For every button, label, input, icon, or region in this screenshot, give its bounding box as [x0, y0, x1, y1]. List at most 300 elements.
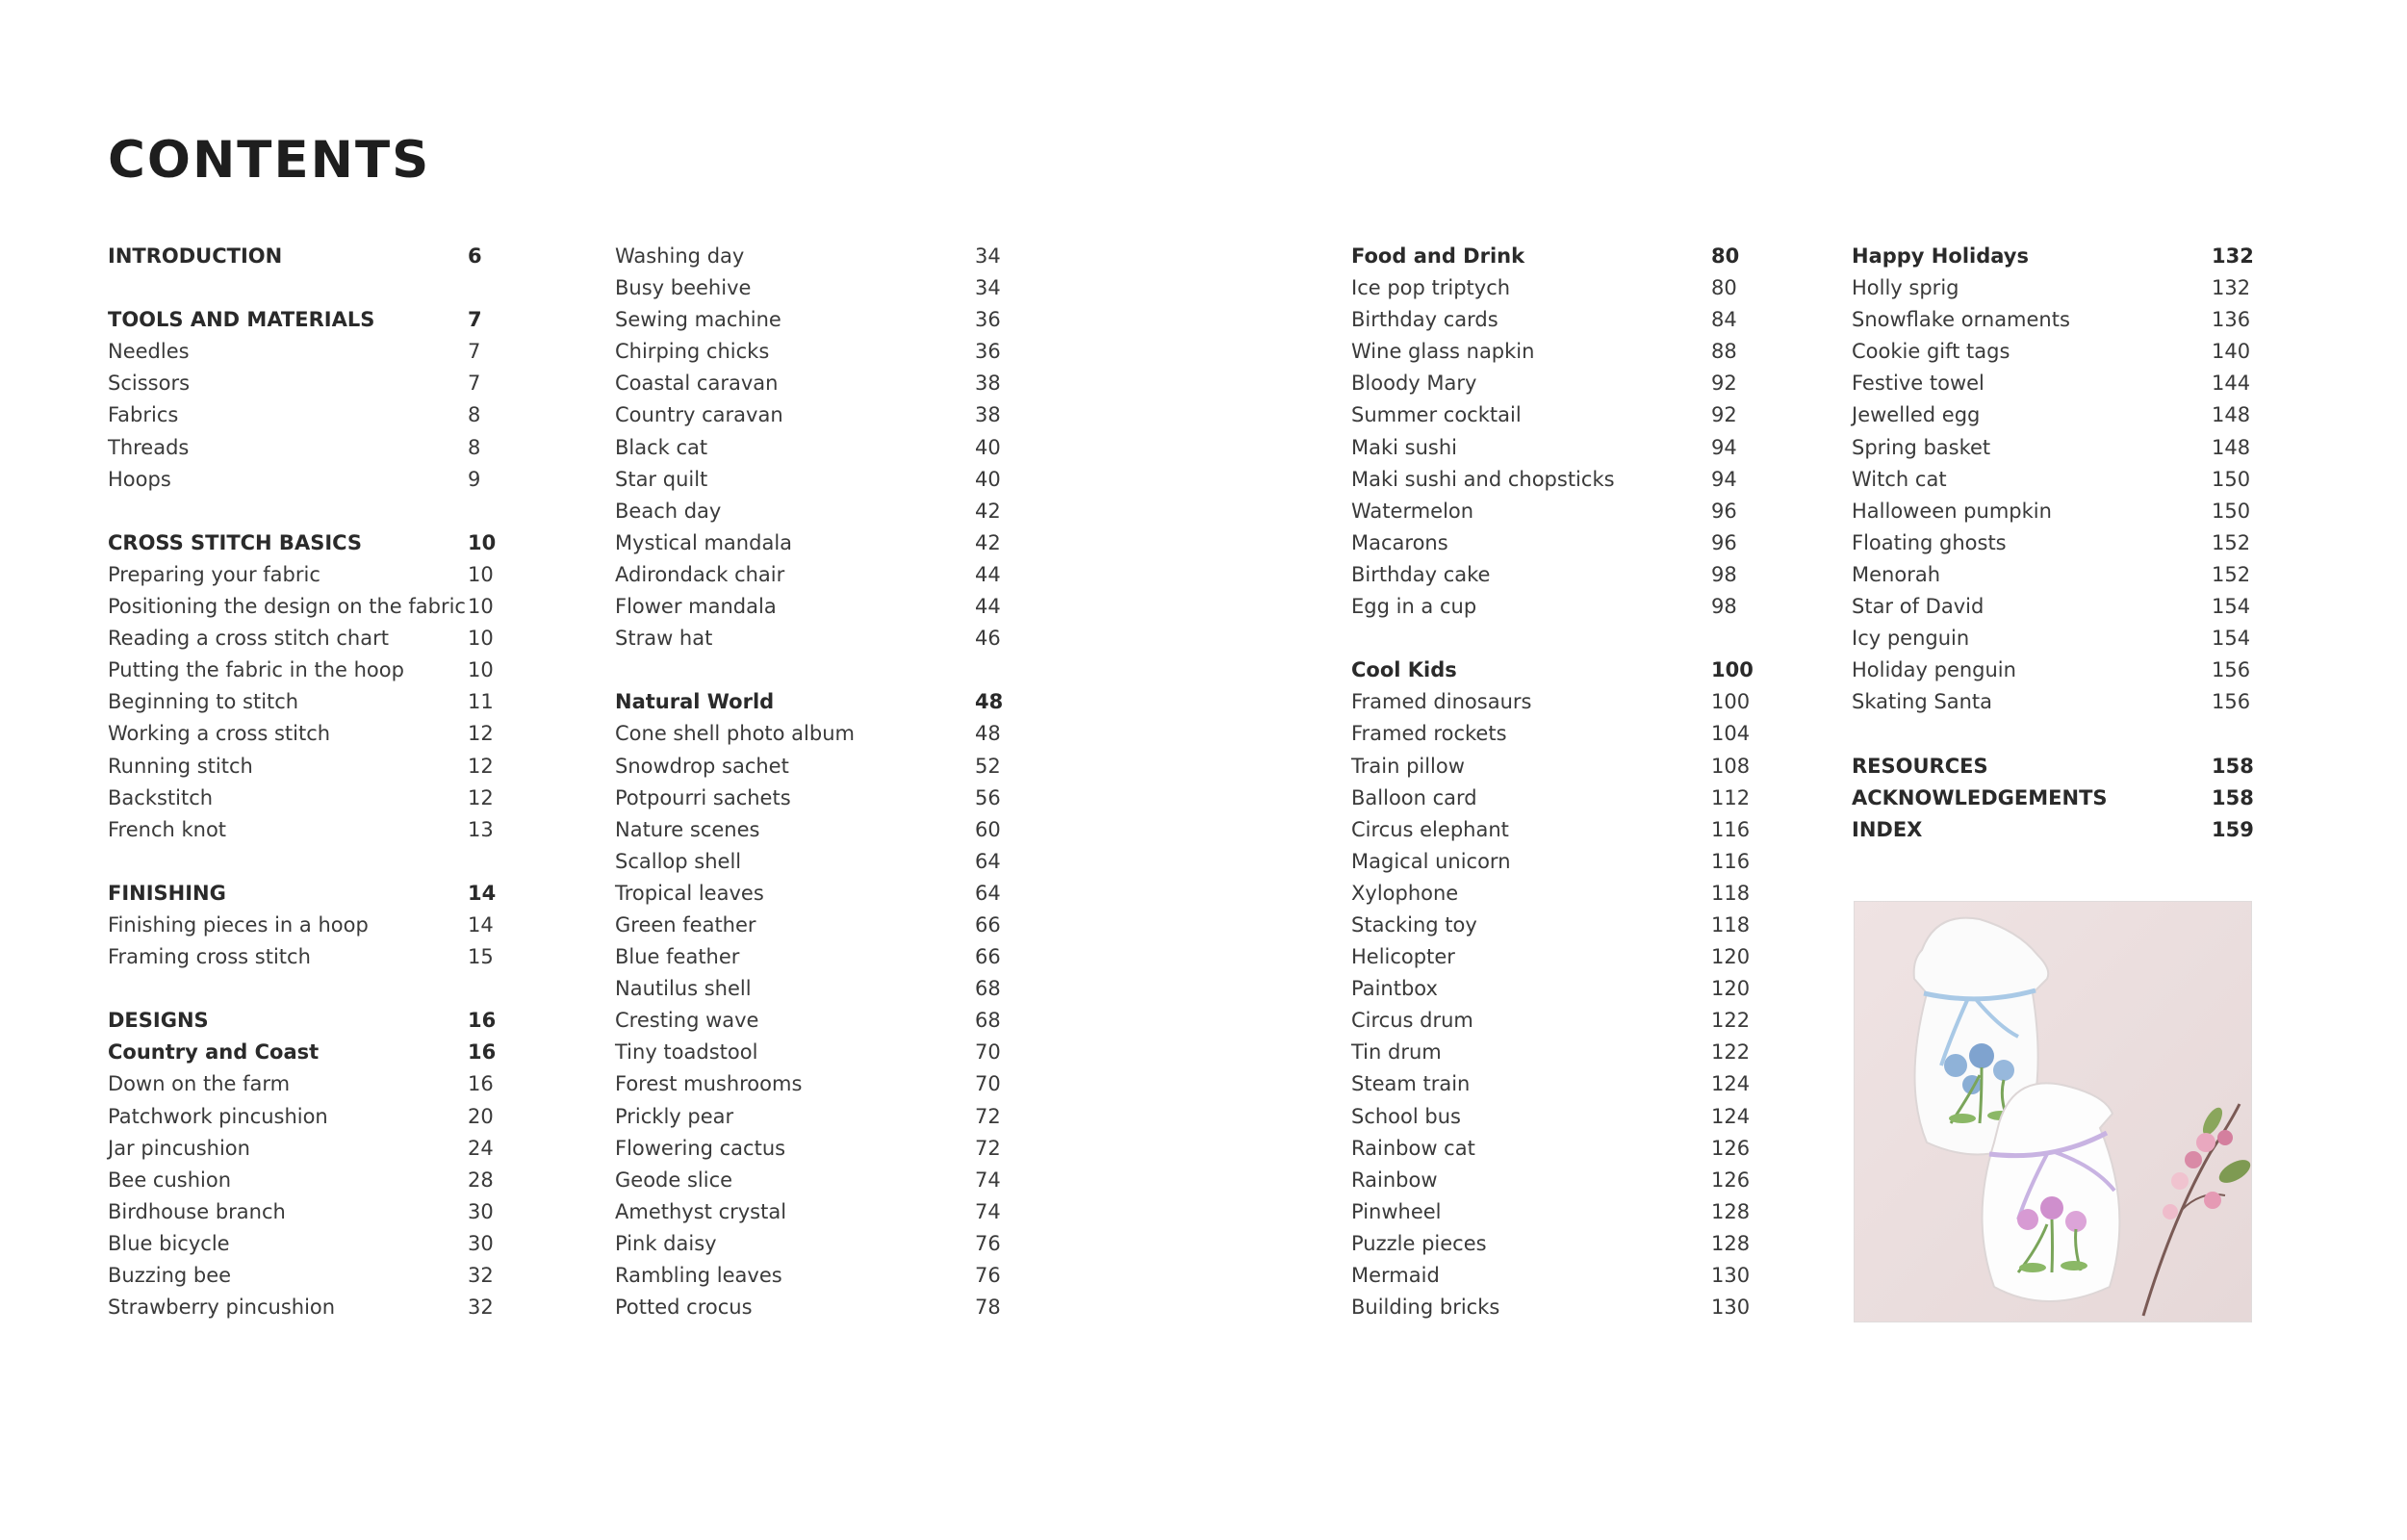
toc-page-number: 36 — [975, 340, 1001, 364]
toc-entry-title: Coastal caravan — [615, 372, 779, 396]
toc-entry — [1351, 527, 1751, 559]
toc-entry — [615, 368, 1000, 399]
toc-page-number: 128 — [1711, 1231, 1751, 1255]
toc-entry-title: Mystical mandala — [615, 530, 793, 554]
toc-entry-title: ACKNOWLEDGEMENTS — [1852, 785, 2108, 809]
toc-entry — [1351, 718, 1751, 750]
toc-entry-title: French knot — [108, 817, 227, 841]
toc-entry — [108, 1196, 493, 1228]
toc-page-number: 36 — [975, 308, 1001, 332]
toc-entry-title: Cool Kids — [1351, 658, 1457, 682]
toc-page-number: 64 — [975, 849, 1001, 873]
toc-page-number: 152 — [2212, 530, 2251, 554]
toc-entry-title: Xylophone — [1351, 881, 1459, 905]
toc-entry — [615, 559, 1000, 591]
toc-section-heading — [1852, 241, 2256, 272]
toc-entry — [108, 559, 493, 591]
toc-entry-title: FINISHING — [108, 881, 226, 905]
toc-entry-title: Country caravan — [615, 403, 783, 427]
toc-section-heading — [615, 686, 1004, 718]
toc-entry — [1351, 1037, 1751, 1068]
toc-entry-title: Birdhouse branch — [108, 1199, 286, 1223]
toc-page-number: 10 — [468, 627, 494, 651]
toc-entry — [615, 591, 1000, 623]
toc-entry-title: Cone shell photo album — [615, 722, 855, 746]
toc-entry — [108, 623, 493, 654]
toc-entry-title: Beach day — [615, 499, 722, 523]
toc-entry — [1351, 591, 1751, 623]
toc-section-heading — [1852, 751, 2256, 783]
toc-page-number: 120 — [1711, 945, 1751, 969]
toc-entry — [615, 241, 1000, 272]
toc-entry — [1351, 1101, 1751, 1133]
toc-page-number: 156 — [2212, 658, 2251, 682]
toc-page-number: 78 — [975, 1296, 1001, 1320]
toc-entry-title: Snowdrop sachet — [615, 754, 789, 778]
toc-entry — [1852, 559, 2256, 591]
toc-entry-title: Working a cross stitch — [108, 722, 331, 746]
toc-entry — [1351, 783, 1751, 814]
toc-section-heading — [108, 241, 493, 272]
toc-entry-title: Witch cat — [1852, 467, 1947, 491]
toc-entry-title: Backstitch — [108, 785, 214, 809]
toc-entry-title: Food and Drink — [1351, 244, 1525, 268]
toc-entry-title: Running stitch — [108, 754, 253, 778]
toc-entry — [1351, 1005, 1751, 1037]
toc-entry — [1852, 686, 2256, 718]
toc-page-number: 124 — [1711, 1072, 1751, 1096]
toc-entry-title: Geode slice — [615, 1168, 733, 1192]
toc-entry — [108, 368, 493, 399]
toc-entry-title: Washing day — [615, 244, 745, 268]
toc-entry-title: Jar pincushion — [108, 1136, 250, 1160]
toc-page-number: 30 — [468, 1199, 494, 1223]
toc-entry-title: Strawberry pincushion — [108, 1296, 336, 1320]
toc-section-heading — [108, 1037, 497, 1068]
toc-entry-title: Birthday cards — [1351, 308, 1498, 332]
toc-page-number: 34 — [975, 276, 1001, 300]
toc-page-number: 10 — [468, 595, 494, 619]
toc-entry — [108, 941, 493, 973]
toc-entry-title: Positioning the design on the fabric — [108, 595, 466, 619]
toc-entry — [1351, 941, 1751, 973]
toc-page-number: 126 — [1711, 1136, 1751, 1160]
toc-page-number: 144 — [2212, 372, 2251, 396]
toc-entry — [1351, 368, 1751, 399]
toc-page-number: 80 — [1711, 244, 1740, 268]
toc-page-number: 7 — [468, 308, 482, 332]
toc-entry-title: INTRODUCTION — [108, 244, 283, 268]
toc-page-number: 10 — [468, 530, 497, 554]
toc-entry-title: Wine glass napkin — [1351, 340, 1535, 364]
toc-entry — [615, 527, 1000, 559]
toc-page-number: 130 — [1711, 1264, 1751, 1287]
toc-entry-title: Threads — [108, 435, 190, 459]
toc-entry — [1351, 846, 1751, 878]
toc-page-number: 48 — [975, 690, 1004, 714]
toc-entry — [1351, 1165, 1751, 1196]
toc-page-number: 32 — [468, 1264, 494, 1287]
toc-entry — [1351, 910, 1751, 941]
toc-entry-title: Potpourri sachets — [615, 785, 791, 809]
toc-entry-title: Star of David — [1852, 595, 1984, 619]
toc-entry — [1351, 464, 1751, 496]
toc-page-number: 154 — [2212, 595, 2251, 619]
toc-entry-title: Jewelled egg — [1852, 403, 1981, 427]
toc-entry-title: Pinwheel — [1351, 1199, 1442, 1223]
toc-entry — [615, 432, 1000, 464]
toc-page-number: 70 — [975, 1040, 1001, 1065]
toc-page-number: 122 — [1711, 1040, 1751, 1065]
toc-page-number: 68 — [975, 977, 1001, 1001]
toc-page-number: 122 — [1711, 1009, 1751, 1033]
toc-page-number: 76 — [975, 1264, 1001, 1287]
toc-page-number: 124 — [1711, 1104, 1751, 1128]
toc-page-number: 74 — [975, 1168, 1001, 1192]
toc-entry — [1351, 399, 1751, 431]
toc-entry-title: Circus drum — [1351, 1009, 1473, 1033]
toc-page-number: 66 — [975, 945, 1001, 969]
toc-entry-title: Framing cross stitch — [108, 945, 311, 969]
toc-page-number: 16 — [468, 1040, 497, 1065]
toc-entry-title: Bloody Mary — [1351, 372, 1477, 396]
toc-page-number: 11 — [468, 690, 494, 714]
toc-page-number: 94 — [1711, 467, 1737, 491]
toc-entry — [1351, 1260, 1751, 1292]
toc-page-number: 100 — [1711, 690, 1751, 714]
toc-entry-title: Cresting wave — [615, 1009, 759, 1033]
toc-entry-title: Bee cushion — [108, 1168, 232, 1192]
toc-entry — [108, 336, 493, 368]
toc-entry-title: Floating ghosts — [1852, 530, 2007, 554]
toc-entry-title: Egg in a cup — [1351, 595, 1477, 619]
toc-entry-title: CROSS STITCH BASICS — [108, 530, 363, 554]
page-title: CONTENTS — [108, 131, 431, 190]
toc-entry — [615, 1037, 1000, 1068]
toc-entry — [108, 783, 493, 814]
toc-entry-title: Framed dinosaurs — [1351, 690, 1532, 714]
toc-section-heading — [108, 527, 497, 559]
toc-page-number: 32 — [468, 1296, 494, 1320]
toc-entry — [615, 846, 1000, 878]
toc-entry — [1351, 559, 1751, 591]
toc-entry-title: Watermelon — [1351, 499, 1474, 523]
toc-entry — [108, 1101, 493, 1133]
toc-page-number: 60 — [975, 817, 1001, 841]
toc-entry — [615, 496, 1000, 527]
toc-entry-title: Straw hat — [615, 627, 713, 651]
toc-page-number: 7 — [468, 372, 481, 396]
toc-entry — [615, 1068, 1000, 1100]
toc-entry — [108, 1260, 493, 1292]
toc-entry-title: Train pillow — [1351, 754, 1465, 778]
toc-entry — [615, 272, 1000, 304]
toc-entry — [108, 718, 493, 750]
toc-entry — [108, 751, 493, 783]
toc-page-number: 88 — [1711, 340, 1737, 364]
toc-page-number: 44 — [975, 595, 1001, 619]
toc-page-number: 80 — [1711, 276, 1737, 300]
toc-entry-title: Amethyst crystal — [615, 1199, 787, 1223]
toc-page-number: 72 — [975, 1136, 1001, 1160]
toc-entry-title: Rainbow cat — [1351, 1136, 1475, 1160]
toc-entry — [1351, 1068, 1751, 1100]
toc-page-number: 104 — [1711, 722, 1751, 746]
toc-entry-title: Adirondack chair — [615, 562, 785, 586]
toc-entry-title: Holly sprig — [1852, 276, 1959, 300]
toc-page-number: 40 — [975, 435, 1001, 459]
toc-entry-title: Birthday cake — [1351, 562, 1491, 586]
toc-entry-title: Nautilus shell — [615, 977, 752, 1001]
lavender-sachets-image — [1855, 902, 2251, 1322]
toc-page-number: 154 — [2212, 627, 2251, 651]
toc-page-number: 128 — [1711, 1199, 1751, 1223]
toc-entry-title: Tropical leaves — [615, 881, 764, 905]
toc-entry-title: Maki sushi — [1351, 435, 1457, 459]
toc-entry — [615, 878, 1000, 910]
toc-entry-title: Framed rockets — [1351, 722, 1507, 746]
toc-page-number: 132 — [2212, 276, 2251, 300]
toc-page-number: 132 — [2212, 244, 2254, 268]
toc-entry-title: Putting the fabric in the hoop — [108, 658, 404, 682]
toc-entry — [108, 464, 493, 496]
toc-spacer — [1351, 623, 1751, 654]
toc-entry — [615, 1292, 1000, 1323]
toc-page-number: 28 — [468, 1168, 494, 1192]
toc-entry — [1852, 654, 2256, 686]
toc-entry — [615, 751, 1000, 783]
toc-entry — [1351, 686, 1751, 718]
toc-page-number: 40 — [975, 467, 1001, 491]
toc-entry — [1852, 527, 2256, 559]
toc-entry — [1351, 1133, 1751, 1165]
toc-column-3 — [1351, 241, 1754, 1323]
toc-entry — [615, 910, 1000, 941]
toc-entry-title: Ice pop triptych — [1351, 276, 1511, 300]
toc-entry-title: Chirping chicks — [615, 340, 770, 364]
toc-entry — [108, 1068, 493, 1100]
toc-entry — [108, 1165, 493, 1196]
toc-entry-title: INDEX — [1852, 817, 1923, 841]
toc-entry-title: Helicopter — [1351, 945, 1455, 969]
toc-entry-title: DESIGNS — [108, 1009, 209, 1033]
toc-page-number: 68 — [975, 1009, 1001, 1033]
toc-entry — [1852, 399, 2256, 431]
toc-entry — [615, 304, 1000, 336]
toc-page-number: 46 — [975, 627, 1001, 651]
toc-entry-title: School bus — [1351, 1104, 1461, 1128]
toc-entry — [1852, 464, 2256, 496]
toc-entry — [1351, 432, 1751, 464]
toc-spacer — [108, 973, 493, 1005]
toc-entry-title: Down on the farm — [108, 1072, 291, 1096]
toc-entry-title: Hoops — [108, 467, 171, 491]
toc-page-number: 150 — [2212, 499, 2251, 523]
sachets-photo — [1854, 901, 2252, 1322]
toc-page-number: 116 — [1711, 849, 1751, 873]
toc-page-number: 98 — [1711, 562, 1737, 586]
toc-entry-title: Scallop shell — [615, 849, 742, 873]
toc-entry-title: Rainbow — [1351, 1168, 1438, 1192]
toc-entry — [1852, 432, 2256, 464]
toc-entry — [1351, 304, 1751, 336]
toc-page-number: 30 — [468, 1231, 494, 1255]
toc-page-number: 20 — [468, 1104, 494, 1128]
toc-entry — [1852, 591, 2256, 623]
toc-entry-title: Beginning to stitch — [108, 690, 299, 714]
toc-entry-title: Blue bicycle — [108, 1231, 230, 1255]
toc-entry — [108, 1228, 493, 1260]
toc-entry-title: Festive towel — [1852, 372, 1984, 396]
toc-page-number: 100 — [1711, 658, 1754, 682]
toc-page-number: 48 — [975, 722, 1001, 746]
toc-entry — [1351, 1292, 1751, 1323]
toc-entry-title: RESOURCES — [1852, 754, 1988, 778]
toc-page-number: 108 — [1711, 754, 1751, 778]
toc-entry-title: Menorah — [1852, 562, 1941, 586]
toc-page-number: 44 — [975, 562, 1001, 586]
toc-entry-title: Sewing machine — [615, 308, 781, 332]
toc-section-heading — [1351, 241, 1751, 272]
toc-page-number: 12 — [468, 754, 494, 778]
toc-page-number: 152 — [2212, 562, 2251, 586]
toc-page-number: 74 — [975, 1199, 1001, 1223]
toc-page-number: 38 — [975, 372, 1001, 396]
toc-entry — [615, 1101, 1000, 1133]
toc-entry — [108, 1292, 493, 1323]
toc-page-number: 72 — [975, 1104, 1001, 1128]
toc-entry-title: Patchwork pincushion — [108, 1104, 328, 1128]
toc-page-number: 13 — [468, 817, 494, 841]
toc-entry — [1351, 878, 1751, 910]
toc-page-number: 14 — [468, 912, 494, 937]
toc-page-number: 116 — [1711, 817, 1751, 841]
toc-entry — [1351, 1196, 1751, 1228]
toc-entry-title: Tiny toadstool — [615, 1040, 758, 1065]
toc-page-number: 42 — [975, 499, 1001, 523]
toc-entry — [615, 814, 1000, 846]
toc-entry-title: Happy Holidays — [1852, 244, 2029, 268]
toc-entry-title: Magical unicorn — [1351, 849, 1511, 873]
toc-page-number: 56 — [975, 785, 1001, 809]
toc-entry-title: Tin drum — [1351, 1040, 1442, 1065]
toc-page-number: 16 — [468, 1009, 497, 1033]
toc-entry-title: Halloween pumpkin — [1852, 499, 2052, 523]
toc-spacer — [108, 272, 493, 304]
toc-page-number: 76 — [975, 1231, 1001, 1255]
toc-page-number: 52 — [975, 754, 1001, 778]
toc-entry-title: Nature scenes — [615, 817, 760, 841]
toc-entry — [615, 1133, 1000, 1165]
toc-entry-title: Macarons — [1351, 530, 1448, 554]
toc-page-number: 158 — [2212, 754, 2254, 778]
toc-page-number: 10 — [468, 658, 494, 682]
toc-entry-title: Cookie gift tags — [1852, 340, 2010, 364]
toc-entry — [1852, 496, 2256, 527]
toc-entry-title: Fabrics — [108, 403, 179, 427]
toc-entry — [1351, 272, 1751, 304]
toc-entry — [1351, 751, 1751, 783]
toc-section-heading — [108, 304, 493, 336]
toc-column-4 — [1852, 241, 2256, 846]
toc-entry — [615, 336, 1000, 368]
toc-page-number: 158 — [2212, 785, 2254, 809]
toc-entry-title: Flowering cactus — [615, 1136, 786, 1160]
toc-entry-title: Summer cocktail — [1351, 403, 1522, 427]
toc-entry — [108, 654, 493, 686]
toc-page-number: 126 — [1711, 1168, 1751, 1192]
toc-entry-title: Finishing pieces in a hoop — [108, 912, 369, 937]
toc-entry-title: Black cat — [615, 435, 708, 459]
toc-spacer — [1852, 718, 2256, 750]
toc-page-number: 8 — [468, 435, 481, 459]
toc-column-2 — [615, 241, 1004, 1323]
toc-page-number: 84 — [1711, 308, 1737, 332]
toc-section-heading — [1852, 814, 2256, 846]
toc-entry-title: Green feather — [615, 912, 756, 937]
toc-entry-title: Flower mandala — [615, 595, 777, 619]
toc-page-number: 96 — [1711, 530, 1737, 554]
toc-page-number: 112 — [1711, 785, 1751, 809]
toc-entry — [1852, 623, 2256, 654]
toc-entry-title: Needles — [108, 340, 190, 364]
toc-entry-title: Steam train — [1351, 1072, 1471, 1096]
toc-page-number: 92 — [1711, 372, 1737, 396]
toc-entry — [1351, 1228, 1751, 1260]
toc-entry — [1852, 336, 2256, 368]
toc-page-number: 148 — [2212, 435, 2251, 459]
toc-entry — [615, 1260, 1000, 1292]
toc-entry — [615, 1005, 1000, 1037]
toc-entry-title: Paintbox — [1351, 977, 1438, 1001]
toc-page-number: 8 — [468, 403, 481, 427]
toc-spacer — [615, 654, 1000, 686]
toc-page-number: 130 — [1711, 1296, 1751, 1320]
toc-entry — [108, 814, 493, 846]
toc-entry-title: Forest mushrooms — [615, 1072, 803, 1096]
toc-entry-title: Pink daisy — [615, 1231, 717, 1255]
toc-page-number: 150 — [2212, 467, 2251, 491]
toc-entry — [615, 399, 1000, 431]
toc-spacer — [108, 846, 493, 878]
toc-page-number: 118 — [1711, 881, 1751, 905]
toc-entry — [1852, 272, 2256, 304]
toc-entry-title: Snowflake ornaments — [1852, 308, 2070, 332]
toc-entry-title: Busy beehive — [615, 276, 752, 300]
toc-page-number: 7 — [468, 340, 481, 364]
toc-entry-title: Icy penguin — [1852, 627, 1970, 651]
toc-entry-title: Puzzle pieces — [1351, 1231, 1487, 1255]
toc-page-number: 148 — [2212, 403, 2251, 427]
toc-entry-title: Maki sushi and chopsticks — [1351, 467, 1615, 491]
toc-entry-title: Rambling leaves — [615, 1264, 782, 1287]
toc-page-number: 16 — [468, 1072, 494, 1096]
toc-entry — [108, 686, 493, 718]
toc-entry-title: Blue feather — [615, 945, 740, 969]
toc-page-number: 24 — [468, 1136, 494, 1160]
toc-page-number: 70 — [975, 1072, 1001, 1096]
toc-entry — [615, 783, 1000, 814]
toc-page-number: 42 — [975, 530, 1001, 554]
toc-page-number: 9 — [468, 467, 481, 491]
toc-entry-title: Preparing your fabric — [108, 562, 320, 586]
toc-page-number: 140 — [2212, 340, 2251, 364]
toc-page-number: 66 — [975, 912, 1001, 937]
toc-entry-title: Reading a cross stitch chart — [108, 627, 389, 651]
toc-entry-title: Stacking toy — [1351, 912, 1477, 937]
toc-page-number: 64 — [975, 881, 1001, 905]
toc-entry — [615, 1196, 1000, 1228]
